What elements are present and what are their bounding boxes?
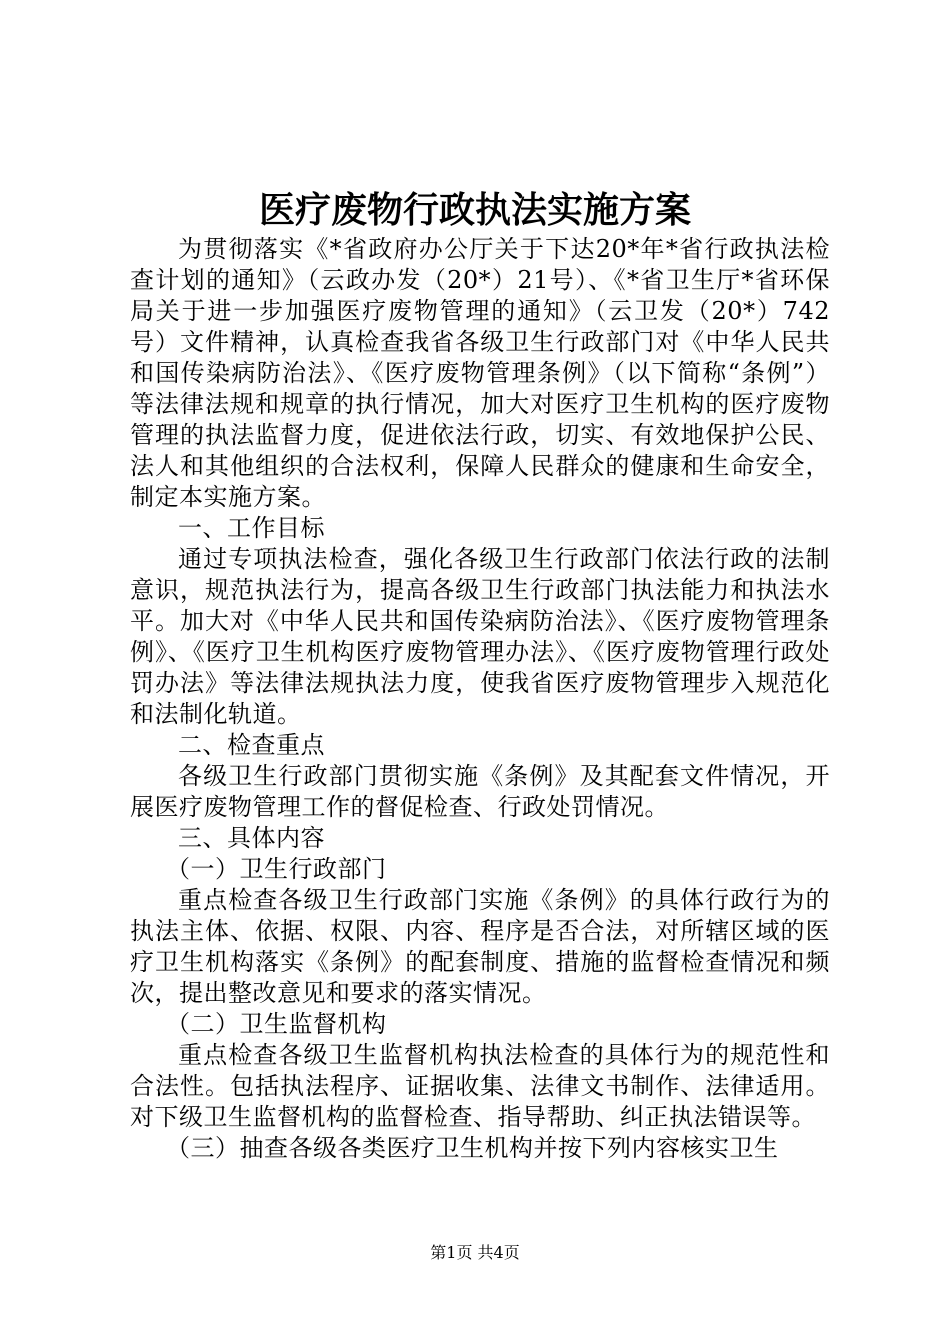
subsection-heading-health-admin: （一）卫生行政部门 xyxy=(166,855,387,883)
section-heading-content: 三、具体内容 xyxy=(178,824,325,852)
section-heading-goals: 一、工作目标 xyxy=(178,514,325,542)
page-number-footer: 第1页 共4页 xyxy=(430,1243,520,1262)
subsection-heading-institutions: （三）抽查各级各类医疗卫生机构并按下列内容核实卫生 xyxy=(166,1134,779,1162)
subsection-heading-supervision: （二）卫生监督机构 xyxy=(166,1010,387,1038)
supervision-paragraph: 重点检查各级卫生监督机构执法检查的具体行为的规范性和合法性。包括执法程序、证据收集、法律文书制作、法律适用。对下级卫生监督机构的监督检查、指导帮助、纠正执法错误等。 xyxy=(130,1041,830,1131)
document-title: 医疗废物行政执法实施方案 xyxy=(258,189,691,231)
health-admin-paragraph: 重点检查各级卫生行政部门实施《条例》的具体行政行为的执法主体、依据、权限、内容、程序是否合法，对所辖区域的医疗卫生机构落实《条例》的配套制度、措施的监督检查情况和频次，提出整改意见和要求的落实情况。 xyxy=(130,886,830,1007)
goals-paragraph: 通过专项执法检查，强化各级卫生行政部门依法行政的法制意识，规范执法行为，提高各级卫生行政部门执法能力和执法水平。加大对《中华人民共和国传染病防治法》、《医疗废物管理条例》、《医疗卫生机构医疗废物管理办法》、《医疗废物管理行政处罚办法》等法律法规执法力度，使我省医疗废物管理步入规范化和法制化轨道。 xyxy=(130,545,830,728)
intro-paragraph: 为贯彻落实《*省政府办公厅关于下达20*年*省行政执法检查计划的通知》（云政办发（20*）21号）、《*省卫生厅*省环保局关于进一步加强医疗废物管理的通知》（云卫发（20*）742号）文件精神，认真检查我省各级卫生行政部门对《中华人民共和国传染病防治法》、《医疗废物管理条例》（以下简称“条例”）等法律法规和规章的执行情况，加大对医疗卫生机构的医疗废物管理的执法监督力度，促进依法行政，切实、有效地保护公民、法人和其他组织的合法权利，保障人民群众的健康和生命安全，制定本实施方案。 xyxy=(130,235,830,511)
section-heading-focus: 二、检查重点 xyxy=(178,731,325,759)
document-body xyxy=(130,234,830,1164)
focus-paragraph: 各级卫生行政部门贯彻实施《条例》及其配套文件情况，开展医疗废物管理工作的督促检查、行政处罚情况。 xyxy=(130,762,830,821)
